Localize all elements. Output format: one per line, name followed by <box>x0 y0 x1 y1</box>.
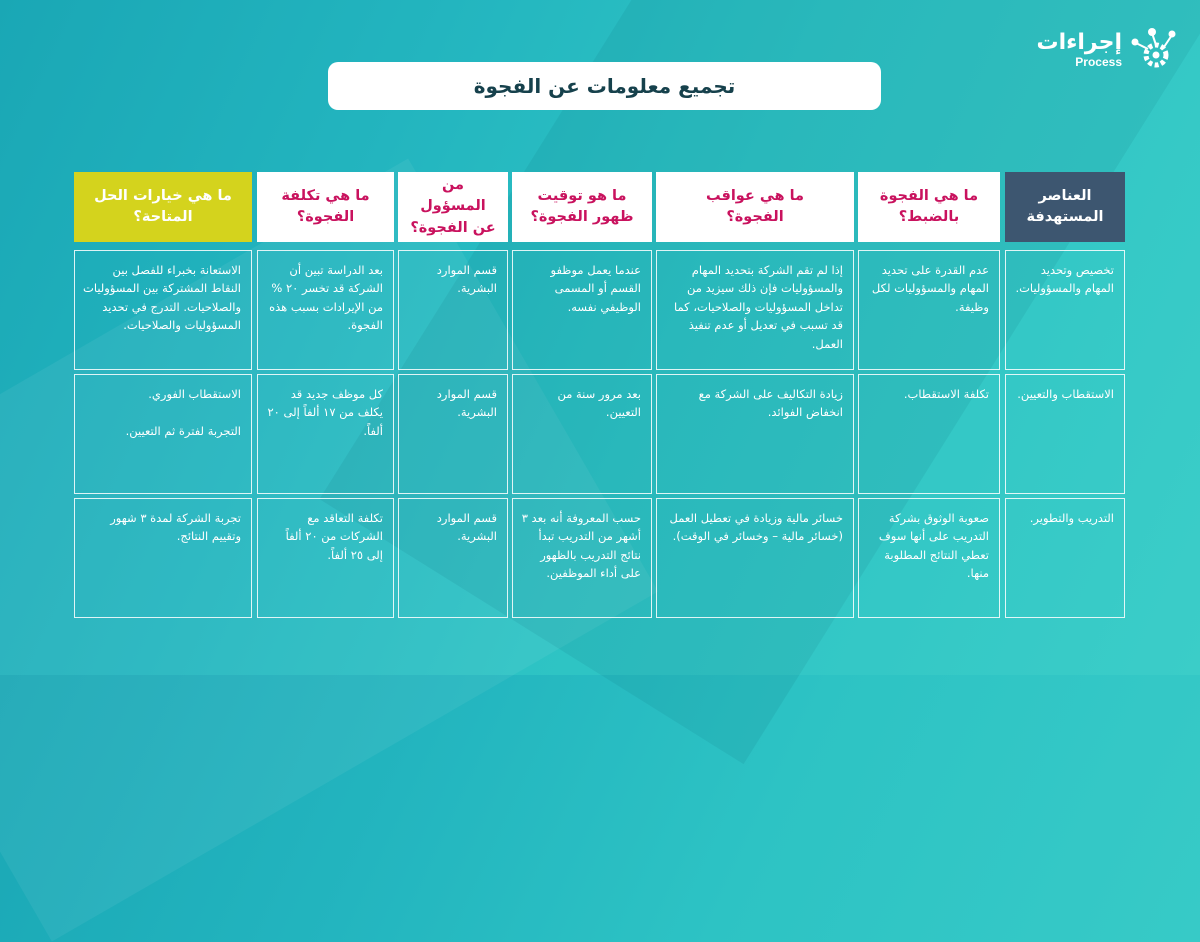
table-cell: حسب المعروفة أنه بعد ٣ أشهر من التدريب تبدأ نتائج التدريب بالظهور على أداء الموظفين. <box>512 498 652 618</box>
header-solution-options: ما هي خيارات الحل المتاحة؟ <box>74 172 252 242</box>
table-cell: كل موظف جديد قد يكلف من ١٧ ألفاً إلى ٢٠ ألفاً. <box>257 374 394 494</box>
table-cell: صعوبة الوثوق بشركة التدريب على أنها سوف تعطي النتائج المطلوبة منها. <box>858 498 1000 618</box>
table-cell: خسائر مالية وزيادة في تعطيل العمل (خسائر مالية – وخسائر في الوقت). <box>656 498 854 618</box>
network-gear-icon <box>1128 25 1178 75</box>
table-cell: تجربة الشركة لمدة ٣ شهور وتقييم النتائج. <box>74 498 252 618</box>
table-cell: قسم الموارد البشرية. <box>398 374 508 494</box>
table-cell: الاستقطاب الفوري. التجربة لفترة ثم التعيين. <box>74 374 252 494</box>
header-timing: ما هو توقيت ظهور الفجوة؟ <box>512 172 652 242</box>
table-cell: عدم القدرة على تحديد المهام والمسؤوليات لكل وظيفة. <box>858 250 1000 370</box>
table-cell: إذا لم تقم الشركة بتحديد المهام والمسؤوليات فإن ذلك سيزيد من تداخل المسؤوليات والصلاحيات، كما قد تسبب في تعديل أو عدم تنفيذ العمل. <box>656 250 854 370</box>
header-target-elements: العناصر المستهدفة <box>1005 172 1125 242</box>
table-cell: بعد الدراسة تبين أن الشركة قد تخسر ٢٠ % من الإيرادات بسبب هذه الفجوة. <box>257 250 394 370</box>
logo <box>1018 22 1178 78</box>
table-cell: قسم الموارد البشرية. <box>398 250 508 370</box>
logo-arabic: إجراءات <box>1036 30 1122 55</box>
table-cell: بعد مرور سنة من التعيين. <box>512 374 652 494</box>
header-cost: ما هي تكلفة الفجوة؟ <box>257 172 394 242</box>
page-title: تجميع معلومات عن الفجوة <box>328 62 881 110</box>
table-cell: قسم الموارد البشرية. <box>398 498 508 618</box>
header-exact-gap: ما هي الفجوة بالضبط؟ <box>858 172 1000 242</box>
table-cell: الاستعانة بخبراء للفصل بين النقاط المشتركة بين المسؤوليات والصلاحيات. التدرج في تحديد المسؤوليات والصلاحيات. <box>74 250 252 370</box>
table-cell: تكلفة التعاقد مع الشركات من ٢٠ ألفاً إلى ٢٥ ألفاً. <box>257 498 394 618</box>
table-cell: زيادة التكاليف على الشركة مع انخفاض الفوائد. <box>656 374 854 494</box>
header-consequences: ما هي عواقب الفجوة؟ <box>656 172 854 242</box>
header-responsible: من المسؤول عن الفجوة؟ <box>398 172 508 242</box>
logo-english: Process <box>1075 55 1122 69</box>
table-cell: عندما يعمل موظفو القسم أو المسمى الوظيفي نفسه. <box>512 250 652 370</box>
table-cell: التدريب والتطوير. <box>1005 498 1125 618</box>
table-cell: تخصيص وتحديد المهام والمسؤوليات. <box>1005 250 1125 370</box>
table-cell: تكلفة الاستقطاب. <box>858 374 1000 494</box>
table-cell: الاستقطاب والتعيين. <box>1005 374 1125 494</box>
logo-text <box>1036 32 1122 68</box>
